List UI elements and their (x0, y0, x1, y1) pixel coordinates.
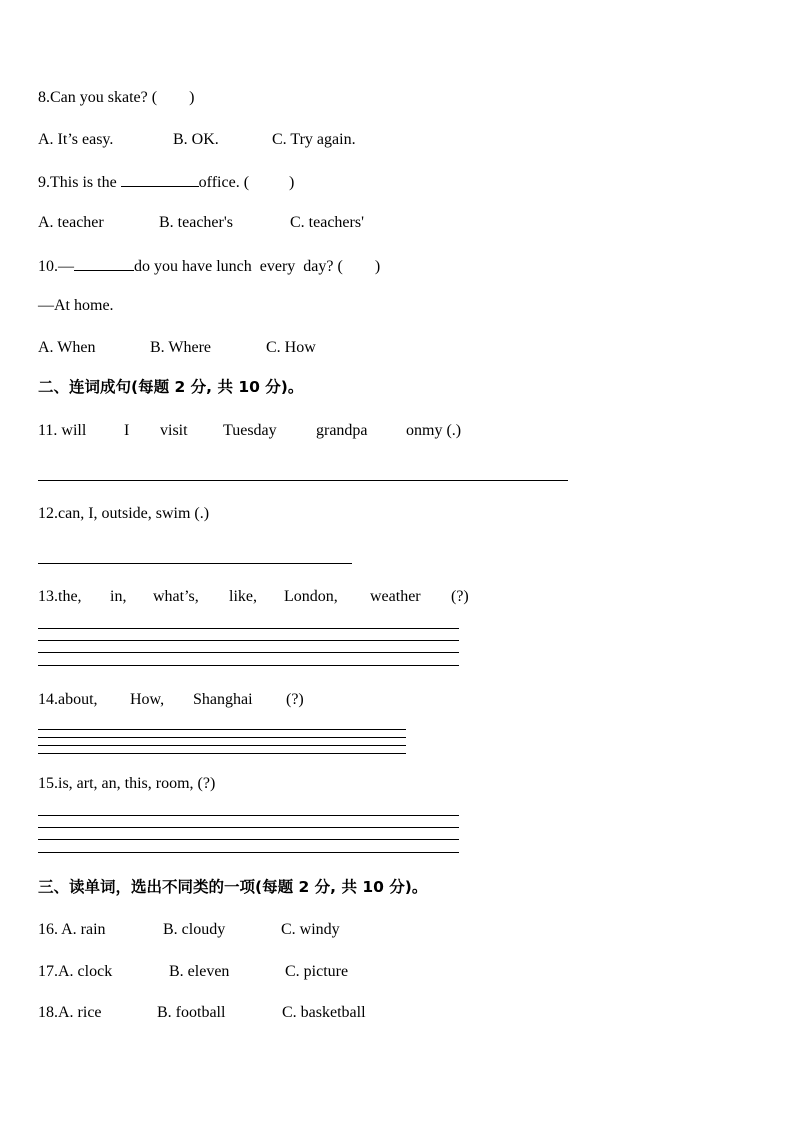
q13-word: (?) (451, 588, 469, 605)
q15-answer-line[interactable] (38, 839, 459, 840)
q14-answer-line[interactable] (38, 737, 406, 738)
q10-option-c: C. How (266, 339, 316, 356)
q13-word: London, (284, 588, 338, 605)
section-2-heading: 二、连词成句(每题 2 分, 共 10 分)。 (38, 378, 304, 396)
q13-answer-line[interactable] (38, 665, 459, 666)
q13-word: weather (370, 588, 421, 605)
q15-answer-line[interactable] (38, 827, 459, 828)
section-3-heading: 三、读单词，选出不同类的一项(每题 2 分, 共 10 分)。 (38, 878, 428, 896)
q12-answer-line[interactable] (38, 563, 352, 564)
q11-answer-line[interactable] (38, 480, 568, 481)
q13-answer-line[interactable] (38, 652, 459, 653)
q16-option-b: B. cloudy (163, 921, 226, 938)
q15-answer-line[interactable] (38, 852, 459, 853)
q8-option-a: A. It’s easy. (38, 131, 114, 148)
q9-stem-before: 9.This is the (38, 174, 121, 191)
q11-word: grandpa (316, 422, 368, 439)
q8-option-c: C. Try again. (272, 131, 356, 148)
q14-answer-line[interactable] (38, 745, 406, 746)
q10-option-a: A. When (38, 339, 96, 356)
question-8-stem: 8.Can you skate? ( ) (38, 89, 195, 106)
q10-answer-line: —At home. (38, 297, 114, 314)
q11-word: visit (160, 422, 188, 439)
q14-answer-line[interactable] (38, 729, 406, 730)
q8-option-b: B. OK. (173, 131, 219, 148)
q14-answer-line[interactable] (38, 753, 406, 754)
q13-word: in, (110, 588, 127, 605)
q10-option-b: B. Where (150, 339, 212, 356)
q9-option-a: A. teacher (38, 214, 104, 231)
q14-word: 14.about, (38, 691, 98, 708)
q18-option-c: C. basketball (282, 1004, 366, 1021)
q9-stem-after: office. ( ) (198, 174, 295, 191)
q11-word: onmy (.) (406, 422, 462, 439)
q11-word: 11. will (38, 422, 87, 439)
q16-option-a: 16. A. rain (38, 921, 106, 938)
q9-option-c: C. teachers' (290, 214, 364, 231)
q11-word: I (124, 422, 130, 439)
q13-word: what’s, (153, 588, 199, 605)
question-9-stem (38, 171, 294, 193)
question-15: 15.is, art, an, this, room, (?) (38, 775, 216, 792)
q16-option-c: C. windy (281, 921, 340, 938)
q13-answer-line[interactable] (38, 640, 459, 641)
q9-option-b: B. teacher's (159, 214, 233, 231)
question-12: 12.can, I, outside, swim (.) (38, 505, 210, 522)
q17-option-c: C. picture (285, 963, 349, 980)
q13-word: like, (229, 588, 257, 605)
q17-option-b: B. eleven (169, 963, 230, 980)
q13-answer-line[interactable] (38, 628, 459, 629)
q14-word: (?) (286, 691, 304, 708)
q10-stem-after: do you have lunch every day? ( ) (134, 258, 381, 275)
q14-word: Shanghai (193, 691, 253, 708)
q14-word: How, (130, 691, 165, 708)
q11-word: Tuesday (223, 422, 277, 439)
q17-option-a: 17.A. clock (38, 963, 113, 980)
q18-option-b: B. football (157, 1004, 226, 1021)
q15-answer-line[interactable] (38, 815, 459, 816)
q13-word: 13.the, (38, 588, 82, 605)
q18-option-a: 18.A. rice (38, 1004, 102, 1021)
question-10-stem (38, 255, 380, 277)
q10-stem-before: 10.— (38, 258, 74, 275)
q10-answer-blank[interactable] (74, 255, 134, 271)
q9-answer-blank[interactable] (121, 171, 199, 187)
